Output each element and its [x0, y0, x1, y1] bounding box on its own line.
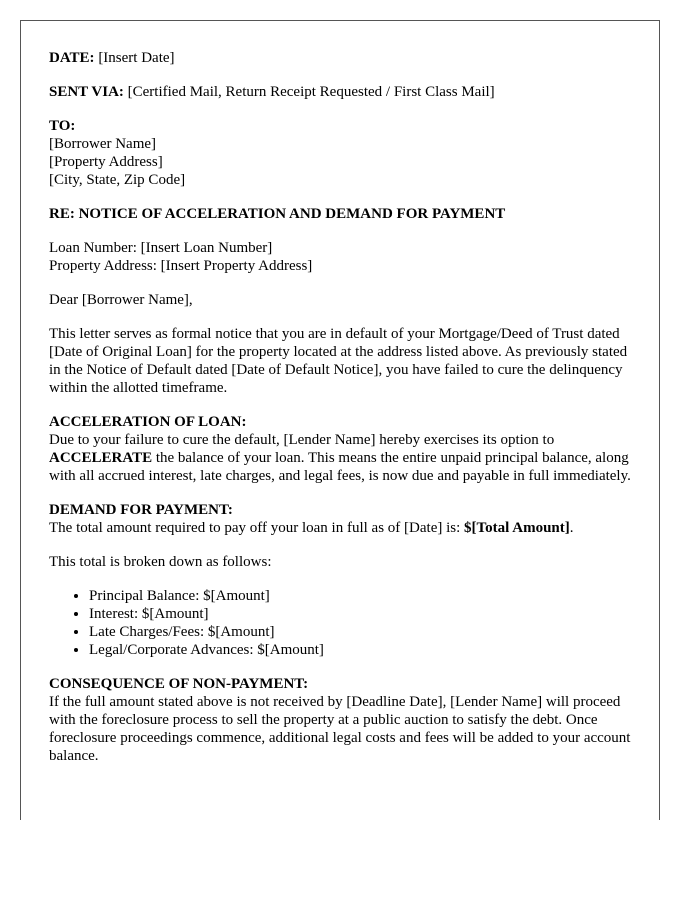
list-item: • Interest: $[Amount] — [89, 605, 631, 623]
to-label: TO: — [49, 118, 76, 134]
acceleration-section — [49, 413, 631, 485]
loan-info-block — [49, 239, 631, 275]
demand-heading: DEMAND FOR PAYMENT: — [49, 502, 233, 518]
acceleration-heading: ACCELERATION OF LOAN: — [49, 414, 247, 430]
demand-text-end: . — [569, 520, 574, 536]
consequence-text: If the full amount stated above is not received by [Deadline Date], [Lender Name] will proceed with the foreclosure process to sell the property at a public auction to satisfy the debt. Once foreclosure proceedings commence, additional legal costs and fees will be added to your account balance. — [49, 694, 631, 764]
letter-page — [20, 20, 660, 820]
demand-section — [49, 501, 631, 537]
date-value: [Insert Date] — [94, 50, 175, 66]
date-line — [49, 49, 631, 67]
total-amount: $[Total Amount] — [464, 520, 570, 536]
acceleration-text-start: Due to your failure to cure the default, [Lender Name] hereby exercises its option to — [49, 432, 555, 448]
consequence-heading: CONSEQUENCE OF NON-PAYMENT: — [49, 676, 309, 692]
recipient-name: [Borrower Name] — [49, 136, 157, 152]
consequence-section — [49, 675, 631, 765]
sent-via-label: SENT VIA: — [49, 84, 124, 100]
intro-paragraph: This letter serves as formal notice that you are in default of your Mortgage/Deed of Trust dated [Date of Original Loan] for the property located at the address listed above. As previously stated in the Notice of Default dated [Date of Default Notice], you have failed to cure the delinquency within the allotted timeframe. — [49, 326, 628, 396]
sent-via-value: [Certified Mail, Return Receipt Requested / First Class Mail] — [123, 84, 495, 100]
list-item: • Late Charges/Fees: $[Amount] — [89, 623, 631, 641]
re-line: RE: NOTICE OF ACCELERATION AND DEMAND FOR PAYMENT — [49, 206, 506, 222]
breakdown-intro: This total is broken down as follows: — [49, 554, 272, 570]
recipient-city-state-zip: [City, State, Zip Code] — [49, 172, 186, 188]
acceleration-emphasis: ACCELERATE — [49, 450, 153, 466]
recipient-address: [Property Address] — [49, 154, 163, 170]
property-address: Property Address: [Insert Property Address] — [49, 258, 313, 274]
sent-via-line — [49, 83, 631, 101]
demand-text-start: The total amount required to pay off your loan in full as of [Date] is: — [49, 520, 465, 536]
list-item: • Legal/Corporate Advances: $[Amount] — [89, 641, 631, 659]
acceleration-text-end: the balance of your loan. This means the entire unpaid principal balance, along with all accrued interest, late charges, and legal fees, is now due and payable in full immediately. — [49, 450, 631, 484]
date-label: DATE: — [49, 50, 95, 66]
breakdown-list — [49, 587, 631, 659]
salutation: Dear [Borrower Name], — [49, 292, 193, 308]
list-item: • Principal Balance: $[Amount] — [89, 587, 631, 605]
loan-number: Loan Number: [Insert Loan Number] — [49, 240, 273, 256]
recipient-block — [49, 117, 631, 189]
